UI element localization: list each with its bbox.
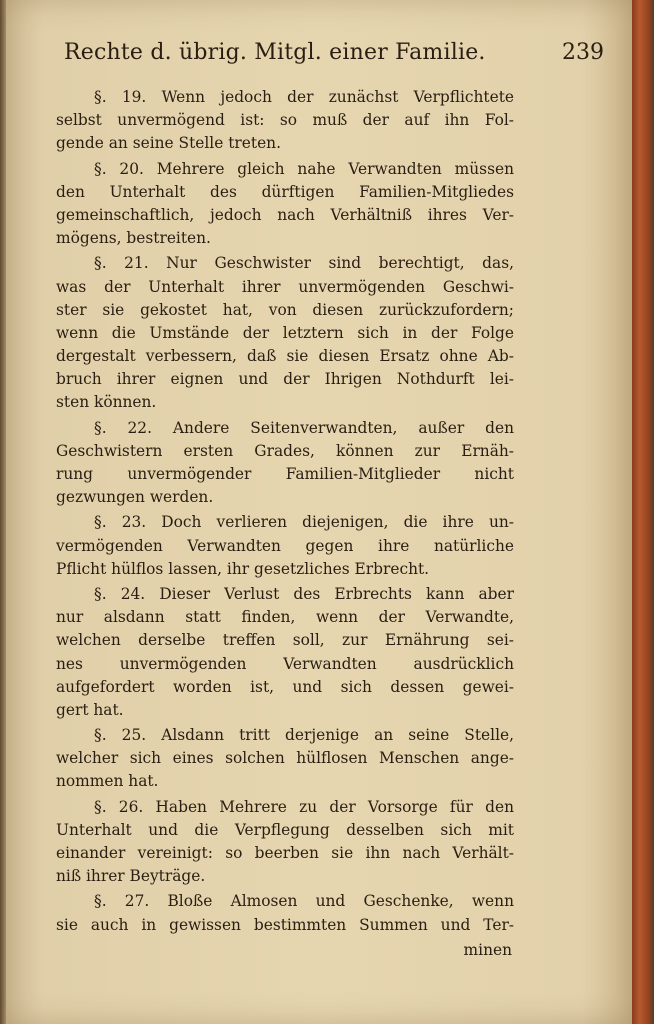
text-line: §. 21. Nur Geschwister sind berechtigt, das, <box>94 254 514 273</box>
text-line: gezwungen werden. <box>56 488 214 507</box>
paragraph-23 <box>56 511 514 581</box>
text-line: gemeinschaftlich, jedoch nach Verhältniß ihres Ver- <box>56 205 514 224</box>
paragraph-26 <box>56 796 514 889</box>
text-line: einander vereinigt: so beerben sie ihn nach Verhält- <box>56 844 514 862</box>
paragraph-22 <box>56 417 514 510</box>
text-line: was der Unterhalt ihrer unvermögenden Geschwi- <box>56 277 514 296</box>
text-line: sie auch in gewissen bestimmten Summen und Ter- <box>56 915 514 934</box>
paragraph-24 <box>56 583 514 722</box>
paragraph-21 <box>56 252 514 414</box>
text-line: nur alsdann statt finden, wenn der Verwandte, <box>56 608 514 627</box>
text-line: gert hat. <box>56 700 124 719</box>
text-line: §. 19. Wenn jedoch der zunächst Verpflichtete <box>94 88 514 106</box>
page-number: 239 <box>562 40 604 65</box>
text-line: §. 27. Bloße Almosen und Geschenke, wenn <box>94 892 514 911</box>
text-line: gende an seine Stelle treten. <box>56 134 281 153</box>
paragraph-20 <box>56 158 514 251</box>
text-line: welcher sich eines solchen hülflosen Menschen ange- <box>56 749 514 768</box>
book-edge <box>632 0 654 1024</box>
paragraph-27 <box>56 890 514 936</box>
text-line: sten können. <box>56 393 157 412</box>
text-line: §. 26. Haben Mehrere zu der Vorsorge für den <box>94 797 514 816</box>
text-line: bruch ihrer eignen und der Ihrigen Nothdurft lei- <box>56 370 514 389</box>
text-line: §. 25. Alsdann tritt derjenige an seine Stelle, <box>94 726 514 745</box>
text-line: §. 22. Andere Seitenverwandten, außer den <box>94 418 514 437</box>
text-line: mögens, bestreiten. <box>56 229 211 248</box>
text-line: welchen derselbe treffen soll, zur Ernährung sei- <box>56 631 514 650</box>
text-line: Unterhalt und die Verpflegung desselben sich mit <box>56 820 514 839</box>
text-line: nommen hat. <box>56 772 159 791</box>
text-line: dergestalt verbessern, daß sie diesen Ersatz ohne Ab- <box>56 347 514 366</box>
text-line: vermögenden Verwandten gegen ihre natürliche <box>56 536 514 555</box>
text-line: wenn die Umstände der letztern sich in der Folge <box>56 323 514 342</box>
text-line: den Unterhalt des dürftigen Familien-Mitgliedes <box>56 182 514 201</box>
text-line: §. 23. Doch verlieren diejenigen, die ihre un- <box>94 513 514 532</box>
paragraph-25 <box>56 724 514 794</box>
catchword: minen <box>463 940 512 959</box>
body-text <box>56 86 514 962</box>
page-header <box>56 40 616 76</box>
text-line: §. 24. Dieser Verlust des Erbrechts kann aber <box>94 584 514 603</box>
text-line: aufgefordert worden ist, und sich dessen gewei- <box>56 677 514 696</box>
text-line: niß ihrer Beyträge. <box>56 867 206 886</box>
running-title: Rechte d. übrig. Mitgl. einer Familie. <box>64 40 486 65</box>
text-line: Geschwistern ersten Grades, können zur Ernäh- <box>56 441 514 460</box>
text-line: §. 20. Mehrere gleich nahe Verwandten müssen <box>94 159 514 178</box>
text-line: ster sie gekostet hat, von diesen zurückzufordern; <box>56 300 514 319</box>
text-line: selbst unvermögend ist: so muß der auf ihn Fol- <box>56 111 514 130</box>
text-line: rung unvermögender Familien-Mitglieder nicht <box>56 465 514 483</box>
paragraph-19 <box>56 86 514 156</box>
text-line: Pflicht hülflos lassen, ihr gesetzliches Erbrecht. <box>56 559 430 578</box>
text-line: nes unvermögenden Verwandten ausdrücklich <box>56 654 514 673</box>
